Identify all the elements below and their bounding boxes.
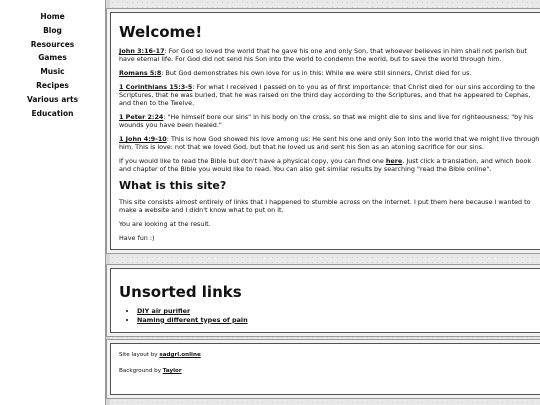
unsorted-title: Unsorted links — [119, 283, 242, 301]
nav-item-home[interactable]: Home — [40, 12, 65, 21]
list-item — [137, 307, 540, 316]
verse-paragraph: 1 John 4:9-10: This is how God showed his love among us: He sent his one and only Son into the world that we might live through him. This is love: not that we loved God, but that he loved us and sent his Son as an atoning sacrifice for our sins. — [119, 135, 540, 151]
verse-link[interactable]: Romans 5:8 — [119, 69, 162, 77]
verse-link[interactable]: John 3:16-17 — [119, 47, 165, 55]
nav-item-music[interactable]: Music — [40, 67, 65, 77]
link-naming-pain[interactable]: Naming different types of pain — [137, 315, 248, 324]
nav-item-games[interactable]: Games — [38, 53, 67, 63]
welcome-box — [110, 12, 540, 250]
section-heading: What is this site? — [119, 179, 227, 192]
verse-paragraph: Romans 5:8: But God demonstrates his own love for us in this: While we were still sinners, Christ died for us. — [119, 69, 472, 77]
sidebar-nav — [0, 0, 105, 120]
nav-item-blog[interactable]: Blog — [43, 25, 62, 35]
footer-box — [110, 343, 540, 395]
about-paragraph: This site consists almost entirely of links that I happened to stumble across on the internet. I put them here because I wanted to make a website and I didn't know what to put on it. — [119, 198, 531, 214]
verse-link[interactable]: 1 Corinthians 15:3-5 — [119, 83, 193, 91]
bible-link[interactable]: here — [385, 157, 403, 165]
nav-item-recipes[interactable]: Recipes — [36, 80, 69, 90]
layout-credit-link[interactable]: sadgrl.online — [159, 352, 201, 358]
sidebar — [0, 0, 106, 405]
unsorted-list — [131, 307, 540, 324]
page-title: Welcome! — [119, 23, 203, 41]
layout-credit: Site layout by sadgrl.online — [119, 352, 201, 358]
bible-paragraph: If you would like to read the Bible but don't have a physical copy, you can find one here. Just click a translation, and which book and chapter of the Bible you would like to read. You can also get similar results by searching "read the Bible online". — [119, 157, 532, 173]
nav-item-education[interactable]: Education — [31, 108, 74, 118]
background-credit: Background by Taylor — [119, 368, 182, 374]
list-item — [137, 316, 540, 325]
nav-item-resources[interactable]: Resources — [30, 39, 75, 49]
nav-item-various-arts[interactable]: Various arts — [26, 94, 79, 104]
background-credit-link[interactable]: Taylor — [162, 368, 182, 374]
verse-paragraph: John 3:16-17: For God so loved the world that he gave his one and only Son, that whoever believes in him shall not perish but have eternal life. For God did not send his Son into the world to condemn the world, but to save the world through him. — [119, 47, 527, 63]
link-diy-air-purifier[interactable]: DIY air purifier — [137, 307, 191, 315]
verse-link[interactable]: 1 Peter 2:24 — [119, 113, 164, 121]
verse-paragraph: 1 Corinthians 15:3-5: For what I received I passed on to you as of first importance: that Christ died for our sins according to the Scriptures, that he was buried, that he was raised on the third day according to the Scriptures, and that he appeared to Cephas, and then to the Twelve. — [119, 83, 535, 107]
verse-paragraph: 1 Peter 2:24: "He himself bore our sins" in his body on the cross, so that we might die to sins and live for righteousness; "by his wounds you have been healed." — [119, 113, 534, 129]
about-paragraph: Have fun :) — [119, 234, 155, 242]
about-paragraph: You are looking at the result. — [119, 220, 211, 228]
unsorted-links-box — [110, 268, 540, 333]
verse-link[interactable]: 1 John 4:9-10 — [119, 135, 167, 143]
